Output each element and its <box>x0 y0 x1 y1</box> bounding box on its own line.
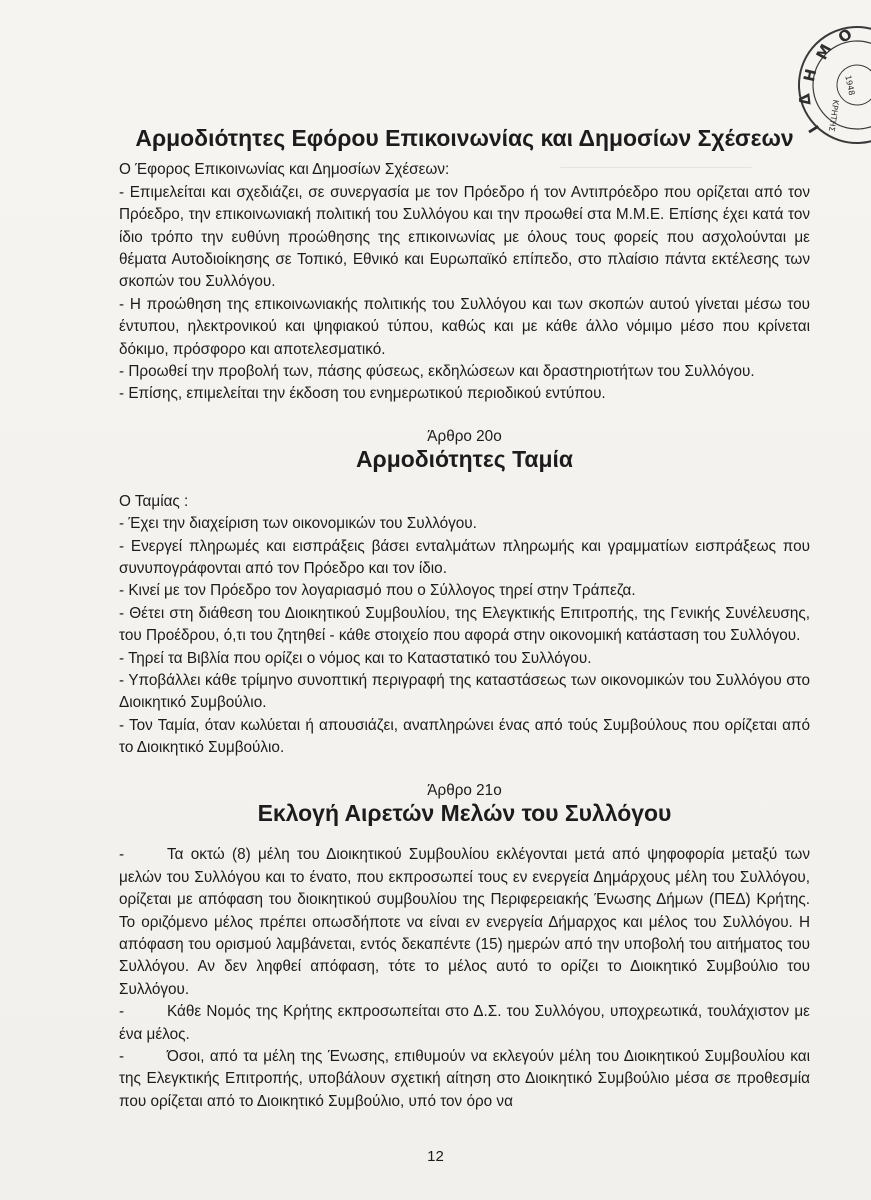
article-20-title: Αρμοδιότητες Ταμία <box>355 446 574 473</box>
section-ephor-item-1: - Επιμελείται και σχεδιάζει, σε συνεργασία με τον Πρόεδρο ή τον Αντιπρόεδρο που ορίζεται από τον Πρόεδρο, την επικοινωνιακή πολιτική του Συλλόγου και την προωθεί στα Μ.Μ.Ε. Επίσης έχει κατά τον ίδιο τρόπο την ευθύνη προώθησης της επικοινωνίας με όλους τους φορείς που ασχολούνται με θέματα Αυτοδιοίκησης σε Τοπικό, Εθνικό και Ευρωπαϊκό επίπεδο, στο πλαίσιο πάντα εκτέλεσης των σκοπών του Συλλόγου. <box>119 183 810 291</box>
section-ephor-item-3: - Προωθεί την προβολή των, πάσης φύσεως, εκδηλώσεων και δραστηριοτήτων του Συλλόγου. <box>119 363 755 381</box>
article-21-item-1: - Τα οκτώ (8) μέλη του Διοικητικού Συμβουλίου εκλέγονται μετά από ψηφοφορία μεταξύ των μελών του Συλλόγου και το ένατο, που εκπροσωπεί τους εν ενεργεία Δημάρχους μέλη του Συλλόγου, ορίζεται με απόφαση του διοικητικού συμβουλίου της Περιφερειακής Ένωσης Δήμων (ΠΕΔ) Κρήτης. Το οριζόμενο μέλος πρέπει οπωσδήποτε να είναι εν ενεργεία Δήμαρχος και μέλος του Συλλόγου. Η απόφαση του ορισμού λαμβάνεται, εντός δεκαπέντε (15) ημερών από την υποβολή του αιτήματος του Συλλόγου. Αν δεν ληφθεί απόφαση, τότε το μέλος αυτό το ορίζει το Διοικητικό Συμβούλιο του Συλλόγου. <box>119 846 810 998</box>
section-ephor-lead: Ο Έφορος Επικοινωνίας και Δημοσίων Σχέσεων: <box>119 161 450 179</box>
article-21-item-2: - Κάθε Νομός της Κρήτης εκπροσωπείται στο Δ.Σ. του Συλλόγου, υποχρεωτικά, τουλάχιστον με ένα μέλος. <box>119 1003 810 1043</box>
article-20-item-5: - Τηρεί τα Βιβλία που ορίζει ο νόμος και το Καταστατικό του Συλλόγου. <box>119 649 592 667</box>
article-21-number: Άρθρο 21ο <box>427 781 502 799</box>
article-20-item-7: - Τον Ταμία, όταν κωλύεται ή απουσιάζει, αναπληρώνει ένας από τούς Συμβούλους που ορίζεται από το Διοικητικό Συμβούλιο. <box>119 716 810 757</box>
article-20-number: Άρθρο 20ο <box>427 427 502 445</box>
article-20-item-3: - Κινεί με τον Πρόεδρο τον λογαριασμό που ο Σύλλογος τηρεί στην Τράπεζα. <box>119 582 636 600</box>
section-ephor-item-4: - Επίσης, επιμελείται την έκδοση του ενημερωτικού περιοδικού εντύπου. <box>119 385 606 403</box>
article-20-item-4: - Θέτει στη διάθεση του Διοικητικού Συμβουλίου, της Ελεγκτικής Επιτροπής, της Γενικής Συνέλευσης, του Προέδρου, ό,τι του ζητηθεί - κάθε στοιχείο που αφορά στην οικονομική κατάσταση του Συλλόγου. <box>119 604 810 645</box>
svg-text:ΚΡΗΤΗΣ: ΚΡΗΤΗΣ <box>826 99 841 133</box>
svg-text:1948: 1948 <box>843 74 857 97</box>
section-title-ephor: Αρμοδιότητες Εφόρου Επικοινωνίας και Δημοσίων Σχέσεων <box>135 125 794 151</box>
svg-text:Μ: Μ <box>812 41 836 63</box>
svg-text:Η: Η <box>800 67 821 84</box>
document-body <box>119 127 810 1113</box>
bleed-through-text: _______________________ <box>560 152 752 169</box>
svg-text:Ο: Ο <box>834 24 856 47</box>
svg-text:Ι: Ι <box>804 121 824 137</box>
article-21-title: Εκλογή Αιρετών Μελών του Συλλόγου <box>257 799 672 826</box>
article-20-lead: Ο Ταμίας : <box>119 492 189 510</box>
article-20-item-2: - Ενεργεί πληρωμές και εισπράξεις βάσει ενταλμάτων πληρωμής και γραμματίων εισπράξεως που συνυπογράφονται από τον Πρόεδρο και τον ίδιο. <box>119 537 810 577</box>
svg-text:Δ: Δ <box>795 92 815 107</box>
page-number: 12 <box>427 1148 444 1165</box>
article-20-item-1: - Έχει την διαχείριση των οικονομικών του Συλλόγου. <box>119 515 477 533</box>
section-ephor-item-2: - Η προώθηση της επικοινωνιακής πολιτικής του Συλλόγου και των σκοπών αυτού γίνεται μέσω του έντυπου, ηλεκτρονικού και ψηφιακού τύπου, καθώς και με κάθε άλλο νόμιμο μέσο που κρίνεται δόκιμο, πρόσφορο και αποτελεσματικό. <box>119 295 810 358</box>
article-20-item-6: - Υποβάλλει κάθε τρίμηνο συνοπτική περιγραφή της καταστάσεως των οικονομικών του Συλλόγου στο Διοικητικό Συμβούλιο. <box>119 671 810 712</box>
article-21-item-3: - Όσοι, από τα μέλη της Ένωσης, επιθυμούν να εκλεγούν μέλη του Διοικητικού Συμβουλίου και της Ελεγκτικής Επιτροπής, υποβάλουν σχετική αίτηση στο Διοικητικό Συμβούλιο μέσα σε προθεσμία που ορίζεται από το Διοικητικό Συμβούλιο, υπό τον όρο να <box>119 1048 810 1110</box>
